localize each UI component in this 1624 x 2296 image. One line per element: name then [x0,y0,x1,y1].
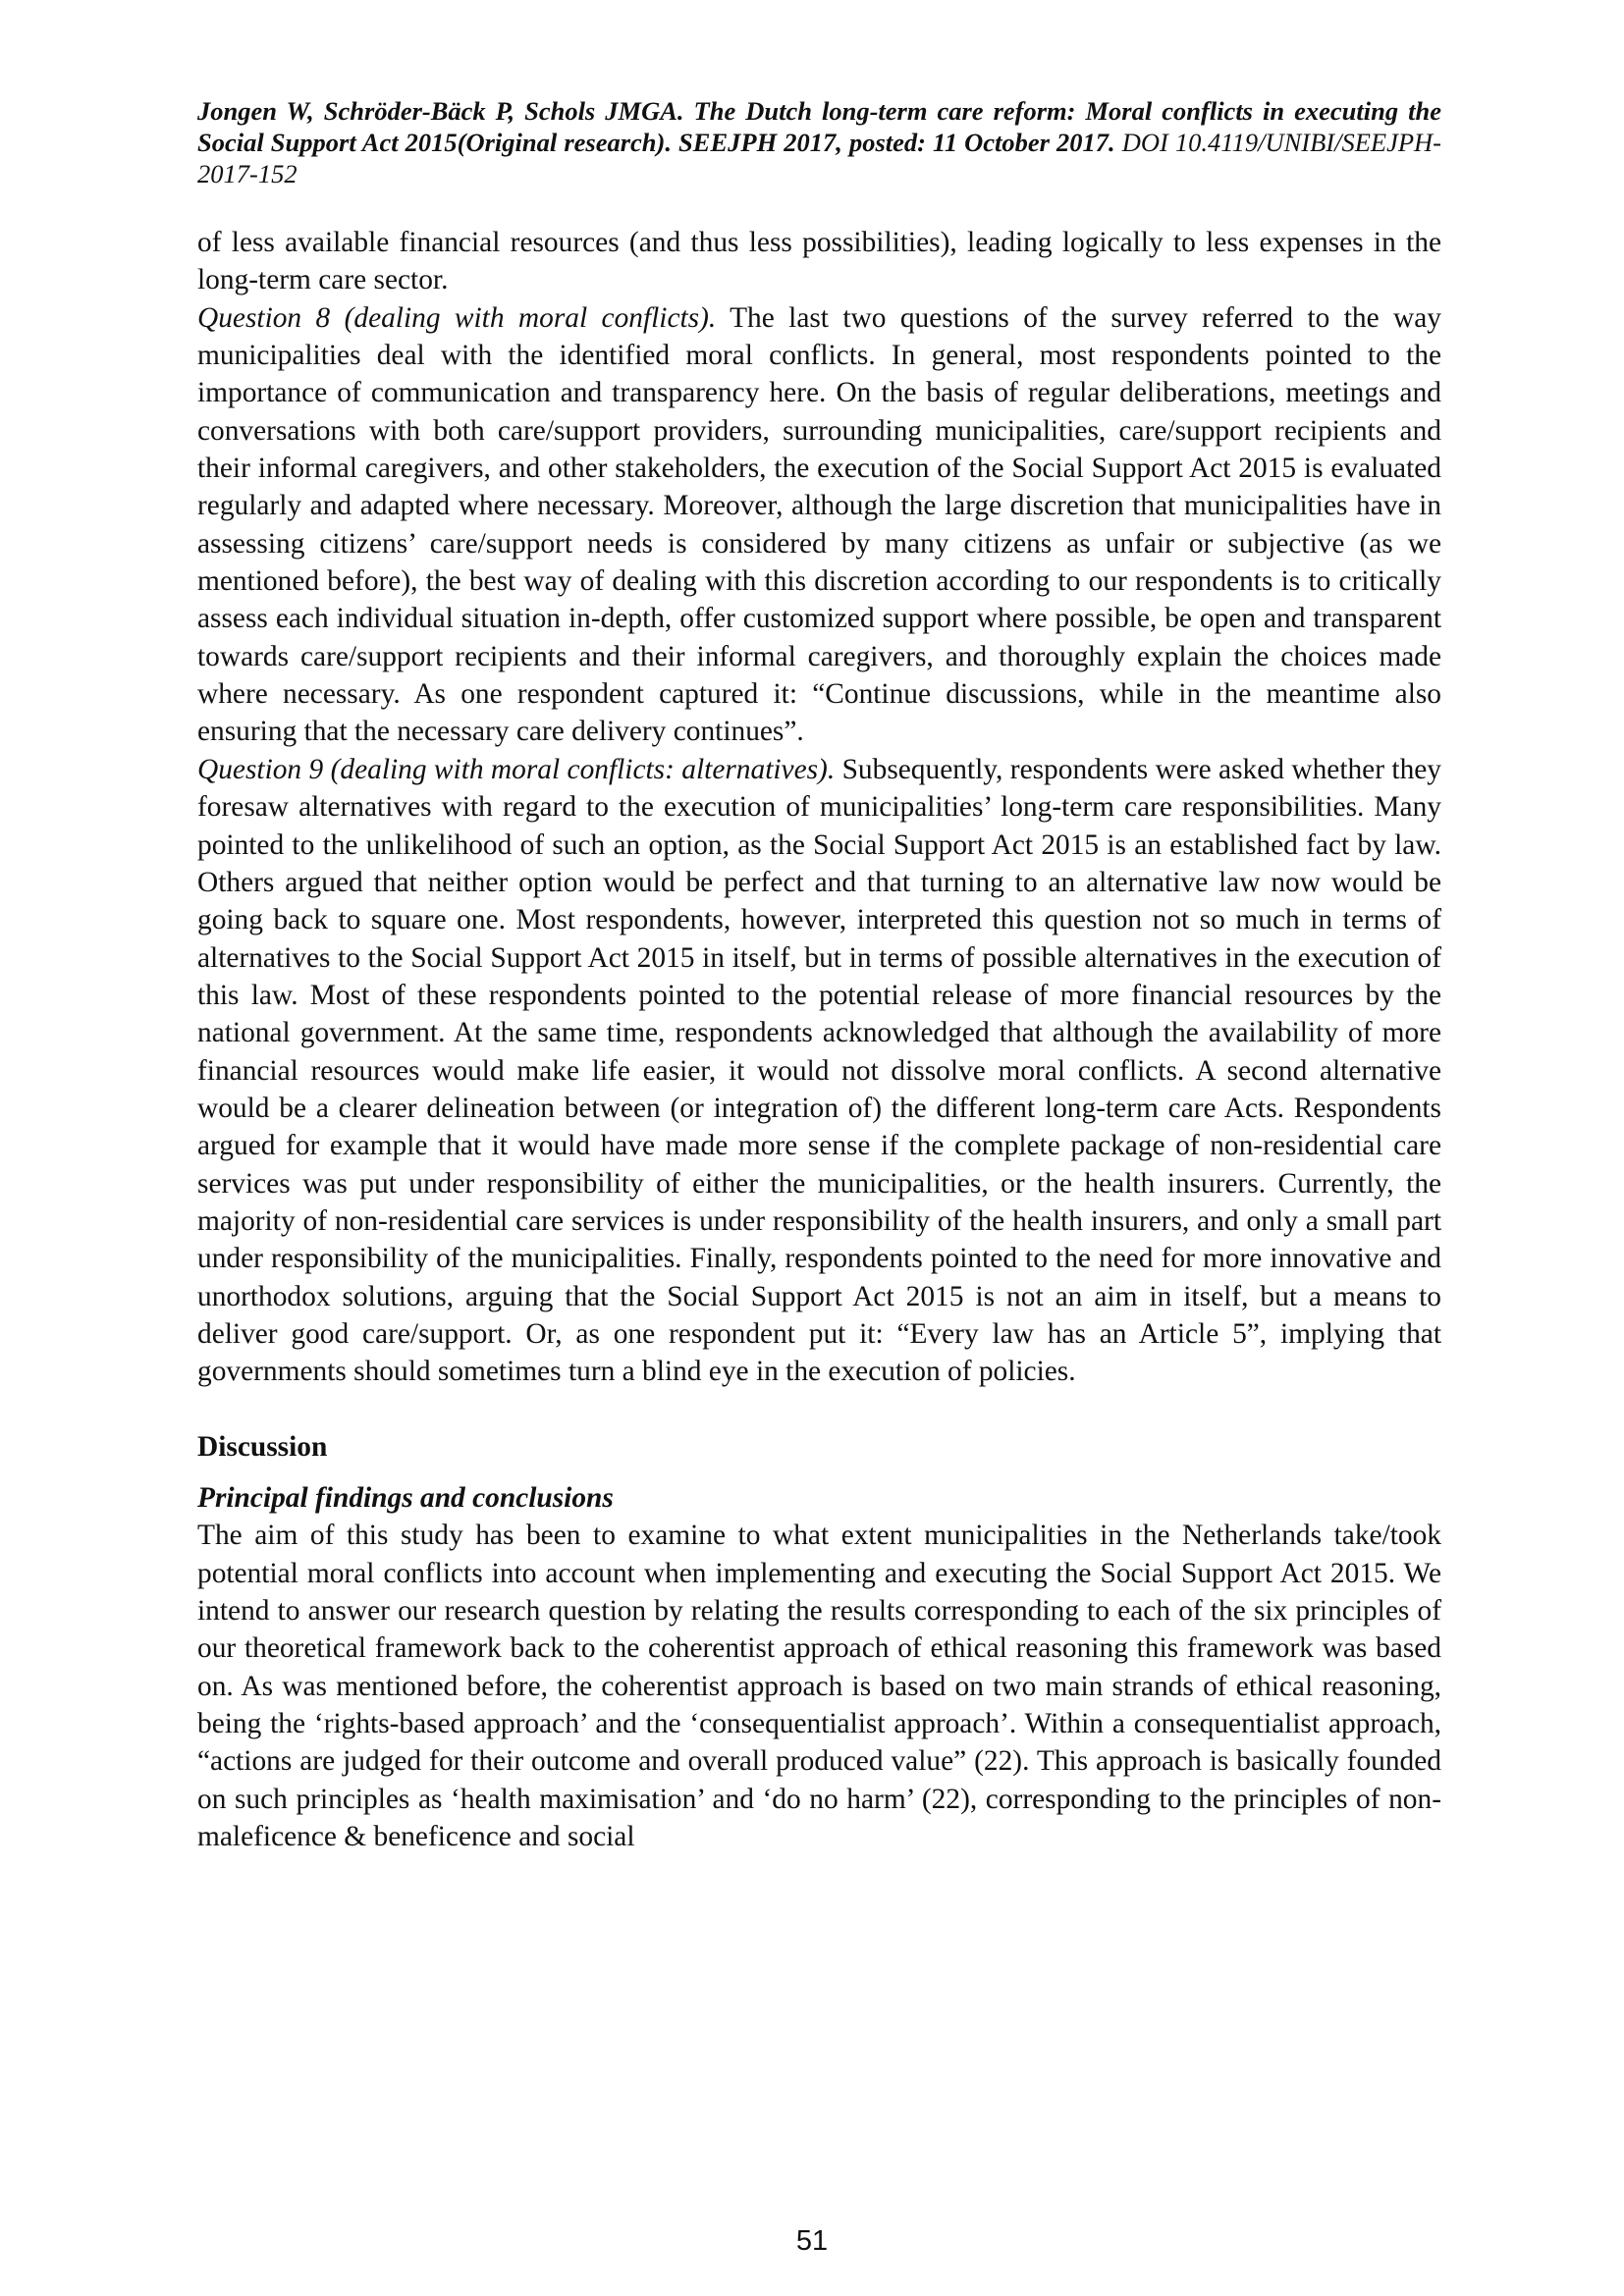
question-9-lead-in: Question 9 (dealing with moral conflicts: alternatives). [197,753,836,785]
body-text [197,224,1441,1855]
question-8-text: The last two questions of the survey referred to the way municipalities deal with the identified moral conflicts. In general, most respondents pointed to the importance of communication and transparency here. On the basis of regular deliberations, meetings and conversations with both care/support providers, surrounding municipalities, care/support recipients and their informal caregivers, and other stakeholders, the execution of the Social Support Act 2015 is evaluated regularly and adapted where necessary. Moreover, although the large discretion that municipalities have in assessing citizens’ care/support needs is considered by many citizens as unfair or subjective (as we mentioned before), the best way of dealing with this discretion according to our respondents is to critically assess each individual situation in-depth, offer customized support where possible, be open and transparent towards care/support recipients and their informal caregivers, and thoroughly explain the choices made where necessary. As one respondent captured it: “Continue discussions, while in the meantime also ensuring that the necessary care delivery continues”. [197,301,1441,748]
paragraph-question-8 [197,299,1441,751]
subsection-heading-principal-findings: Principal findings and conclusions [197,1482,614,1514]
paragraph-discussion: The aim of this study has been to examine to what extent municipalities in the Netherlands take/took potential moral conflicts into account when implementing and executing the Social Support Act 2015. We intend to answer our research question by relating the results corresponding to each of the six principles of our theoretical framework back to the coherentist approach of ethical reasoning this framework was based on. As was mentioned before, the coherentist approach is based on two main strands of ethical reasoning, being the ‘rights-based approach’ and the ‘consequentialist approach’. Within a consequentialist approach, “actions are judged for their outcome and overall produced value” (22). This approach is basically founded on such principles as ‘health maximisation’ and ‘do no harm’ (22), corresponding to the principles of non-maleficence & beneficence and social [197,1520,1441,1853]
running-header [197,95,1441,189]
question-8-lead-in: Question 8 (dealing with moral conflicts). [197,301,717,334]
paragraph-continuation: of less available financial resources (and thus less possibilities), leading logically to less expenses in the long-term care sector. [197,227,1441,296]
question-9-text: Subsequently, respondents were asked whether they foresaw alternatives with regard to the execution of municipalities’ long-term care responsibilities. Many pointed to the unlikelihood of such an option, as the Social Support Act 2015 is an established fact by law. Others argued that neither option would be perfect and that turning to an alternative law now would be going back to square one. Most respondents, however, interpreted this question not so much in terms of alternatives to the Social Support Act 2015 in itself, but in terms of possible alternatives in the execution of this law. Most of these respondents pointed to the potential release of more financial resources by the national government. At the same time, respondents acknowledged that although the availability of more financial resources would make life easier, it would not dissolve moral conflicts. A second alternative would be a clearer delineation between (or integration of) the different long-term care Acts. Respondents argued for example that it would have made more sense if the complete package of non-residential care services was put under responsibility of either the municipalities, or the health insurers. Currently, the majority of non-residential care services is under responsibility of the health insurers, and only a small part under responsibility of the municipalities. Finally, respondents pointed to the need for more innovative and unorthodox solutions, arguing that the Social Support Act 2015 is not an aim in itself, but a means to deliver good care/support. Or, as one respondent put it: “Every law has an Article 5”, implying that governments should sometimes turn a blind eye in the execution of policies. [197,753,1442,1388]
paragraph-question-9 [197,751,1441,1391]
header-citation: Jongen W, Schröder-Bäck P, Schols JMGA. The Dutch long-term care reform: Moral conflicts in executing the Social Support Act 2015(Original research). SEEJPH 2017, posted: 11 October 2017. [197,96,1441,157]
section-heading-discussion: Discussion [197,1430,328,1463]
page-number: 51 [795,2225,829,2257]
header-doi: DOI 10.4119/UNIBI/SEEJPH-2017-152 [197,128,1442,188]
